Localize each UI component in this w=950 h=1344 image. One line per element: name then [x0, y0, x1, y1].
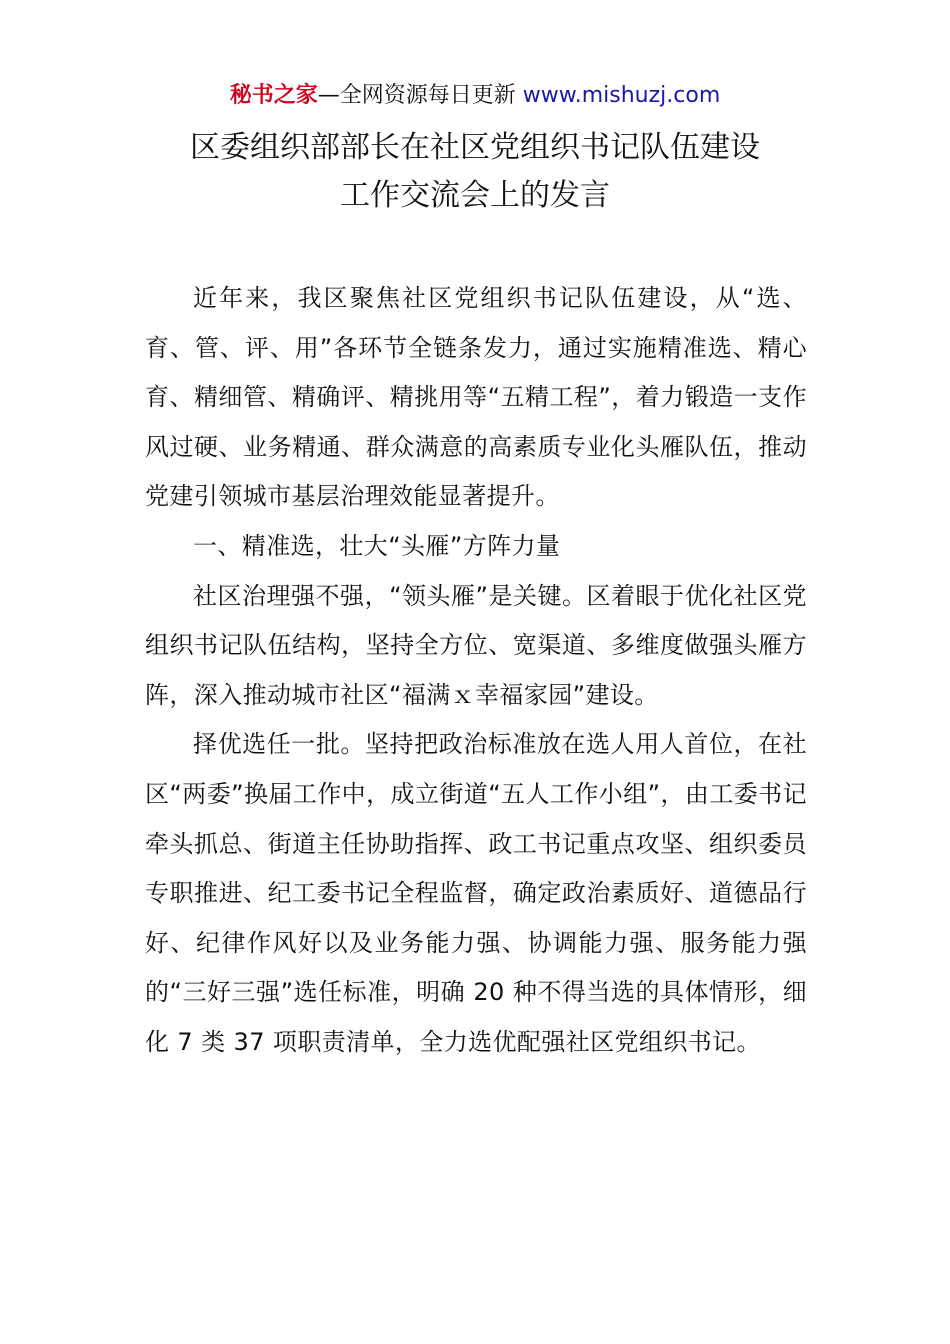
banner-brand: 秘书之家	[229, 83, 318, 108]
paragraph-selection: 择优选任一批。坚持把政治标准放在选人用人首位，在社区“两委”换届工作中，成立街道“五人工作小组”，由工委书记牵头抓总、街道主任协助指挥、政工书记重点攻坚、组织委员专职推进、纪工委书记全程监督，确定政治素质好、道德品行好、纪律作风好以及业务能力强、协调能力强、服务能力强的“三好三强”选任标准，明确 20 种不得当选的具体情形，细化 7 类 37 项职责清单，全力选优配强社区党组织书记。	[145, 730, 807, 1056]
section-heading: 一、精准选，壮大“头雁”方阵力量	[193, 531, 561, 560]
paragraph-intro: 近年来，我区聚焦社区党组织书记队伍建设，从“选、育、管、评、用”各环节全链条发力，通过实施精准选、精心育、精细管、精确评、精挑用等“五精工程”，着力锻造一支作风过硬、业务精通、群众满意的高素质专业化头雁队伍，推动党建引领城市基层治理效能显著提升。	[145, 284, 807, 511]
paragraph-section-intro: 社区治理强不强，“领头雁”是关键。区着眼于优化社区党组织书记队伍结构，坚持全方位、宽渠道、多维度做强头雁方阵，深入推动城市社区“福满ｘ幸福家园”建设。	[145, 581, 807, 709]
site-banner	[0, 80, 950, 112]
document-body	[145, 274, 807, 1068]
banner-url[interactable]: www.mishuzj.com	[522, 83, 721, 108]
banner-slogan: —全网资源每日更新	[317, 83, 523, 108]
document-title-line-1: 区委组织部部长在社区党组织书记队伍建设	[190, 130, 760, 165]
document-title-line-2: 工作交流会上的发言	[340, 178, 610, 213]
